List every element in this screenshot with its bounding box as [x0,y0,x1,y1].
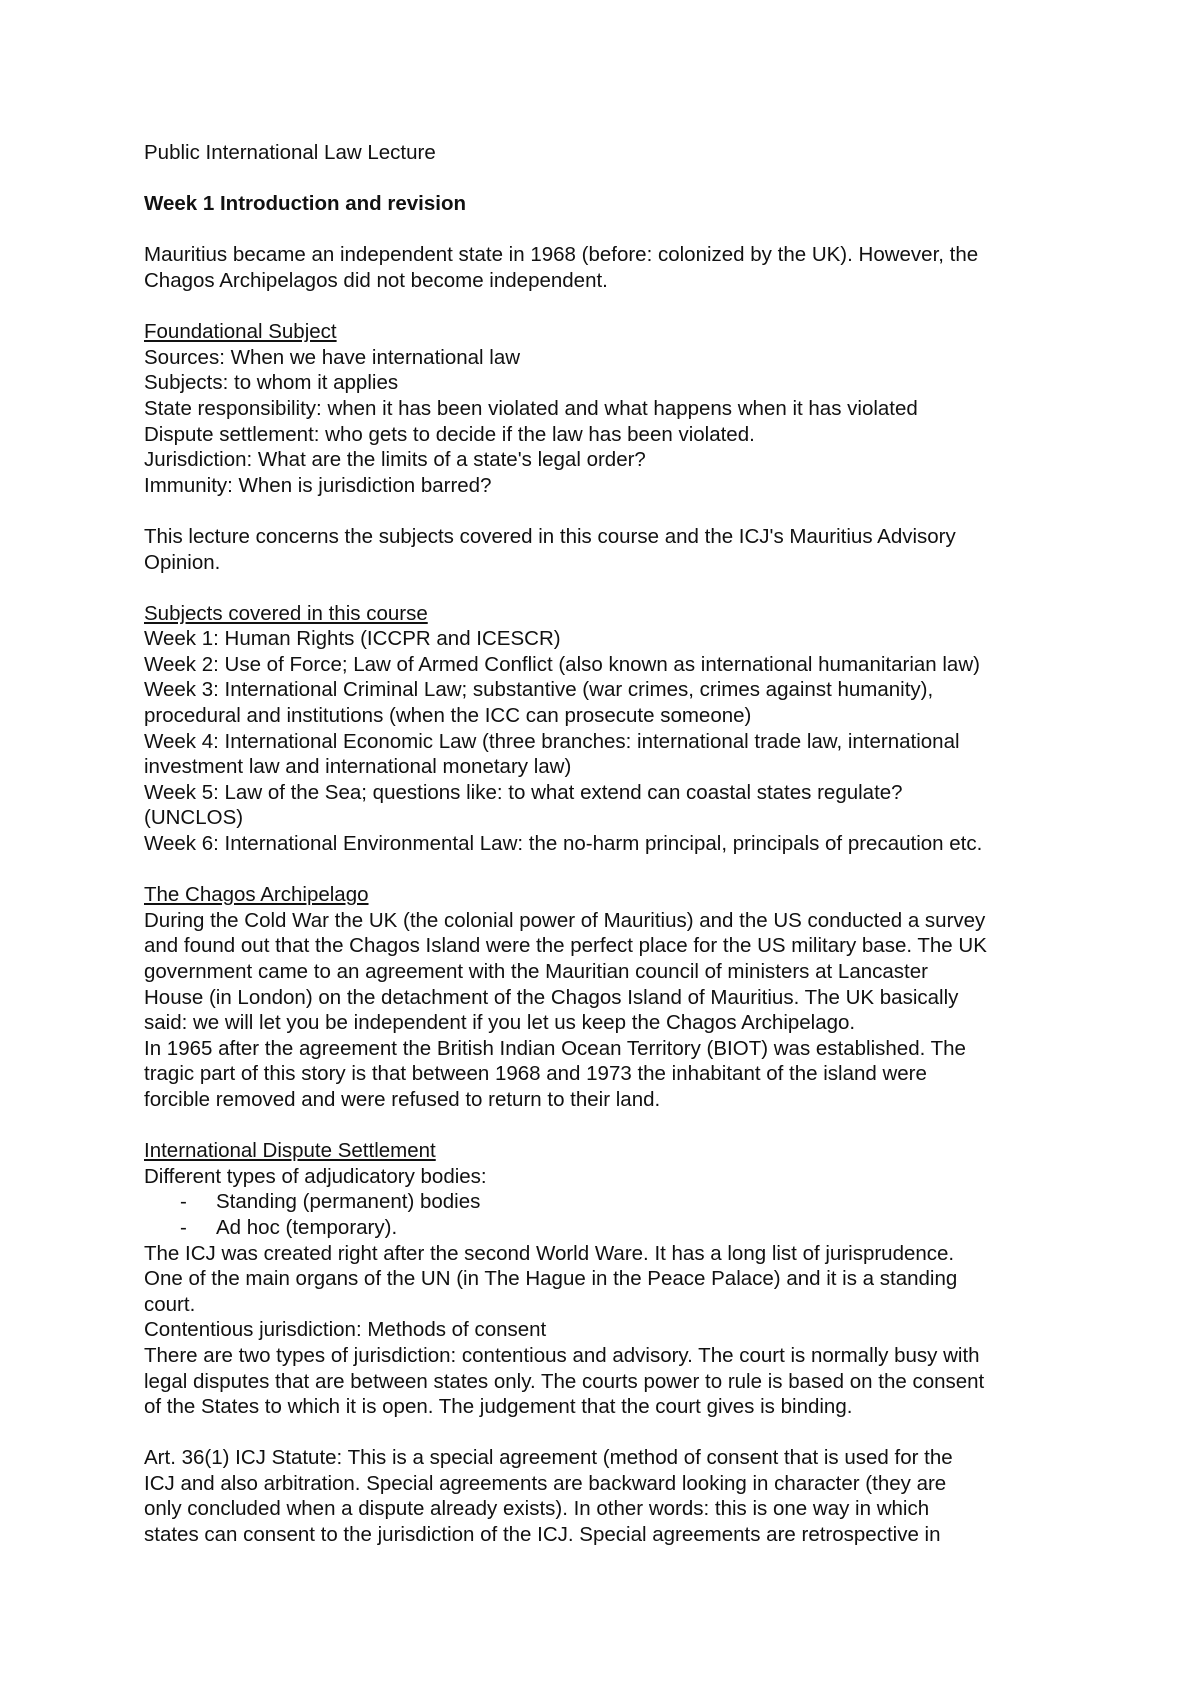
bullet-text: Ad hoc (temporary). [216,1215,398,1239]
foundational-line: Immunity: When is jurisdiction barred? [144,473,492,497]
section-heading-chagos: The Chagos Archipelago [144,883,369,907]
dispute-intro-line: Different types of adjudicatory bodies: [144,1164,487,1188]
spacer [144,217,1064,243]
dispute-line: The ICJ was created right after the second World Ware. It has a long list of jurisprudence. [144,1241,955,1265]
chagos-line: said: we will let you be independent if you let us keep the Chagos Archipelago. [144,1011,856,1035]
dispute-line: Contentious jurisdiction: Methods of consent [144,1318,547,1342]
chagos-line: In 1965 after the agreement the British Indian Ocean Territory (BIOT) was established. The [144,1036,966,1060]
week-heading: Week 1 Introduction and revision [144,192,466,216]
bullet-marker: - [180,1190,187,1214]
chagos-line: House (in London) on the detachment of the Chagos Island of Mauritius. The UK basically [144,985,959,1009]
spacer [144,1420,1064,1446]
chagos-line: government came to an agreement with the Mauritian council of ministers at Lancaster [144,960,928,983]
foundational-line: Jurisdiction: What are the limits of a state's legal order? [144,448,646,472]
chagos-line: During the Cold War the UK (the colonial power of Mauritius) and the US conducted a survey [144,908,986,932]
spacer [144,575,1064,601]
subjects-line: (UNCLOS) [144,806,244,830]
bullet-item [144,1189,1064,1215]
section-heading-dispute: International Dispute Settlement [144,1139,436,1163]
spacer [144,294,1064,320]
art36-line: ICJ and also arbitration. Special agreements are backward looking in character (they are [144,1471,947,1495]
lecture-concerns-line: Opinion. [144,550,221,574]
foundational-line: Dispute settlement: who gets to decide if the law has been violated. [144,422,755,446]
spacer [144,1113,1064,1139]
spacer [144,498,1064,524]
dispute-line: court. [144,1292,196,1316]
document-body [144,140,1064,1548]
subjects-line: Week 6: International Environmental Law: the no-harm principal, principals of precaution etc. [144,832,983,856]
dispute-line: of the States to which it is open. The judgement that the court gives is binding. [144,1395,853,1419]
subjects-line: Week 3: International Criminal Law; substantive (war crimes, crimes against humanity), [144,678,934,702]
subjects-line: Week 5: Law of the Sea; questions like: to what extend can coastal states regulate? [144,780,903,804]
foundational-line: Subjects: to whom it applies [144,371,399,395]
bullet-item [144,1215,1064,1241]
chagos-line: forcible removed and were refused to return to their land. [144,1087,661,1111]
art36-line: states can consent to the jurisdiction of the ICJ. Special agreements are retrospective in [144,1523,941,1547]
dispute-line: One of the main organs of the UN (in The Hague in the Peace Palace) and it is a standing [144,1267,958,1291]
lecture-concerns-line: This lecture concerns the subjects covered in this course and the ICJ's Mauritius Advisory [144,524,956,548]
document-title: Public International Law Lecture [144,141,436,164]
dispute-line: legal disputes that are between states only. The courts power to rule is based on the consent [144,1369,985,1393]
intro-line: Mauritius became an independent state in 1968 (before: colonized by the UK). However, the [144,243,979,267]
foundational-line: Sources: When we have international law [144,345,521,369]
subjects-line: Week 2: Use of Force; Law of Armed Conflict (also known as international humanitarian law) [144,652,980,676]
spacer [144,166,1064,192]
art36-line: only concluded when a dispute already exists). In other words: this is one way in which [144,1497,930,1521]
section-heading-foundational: Foundational Subject [144,320,337,344]
spacer [144,857,1064,883]
subjects-line: investment law and international monetary law) [144,755,572,779]
subjects-line: Week 4: International Economic Law (three branches: international trade law, international [144,729,960,753]
chagos-line: and found out that the Chagos Island were the perfect place for the US military base. The UK [144,934,987,958]
bullet-text: Standing (permanent) bodies [216,1190,481,1214]
section-heading-subjects: Subjects covered in this course [144,601,428,625]
bullet-marker: - [180,1215,187,1239]
subjects-line: Week 1: Human Rights (ICCPR and ICESCR) [144,627,561,651]
chagos-line: tragic part of this story is that between 1968 and 1973 the inhabitant of the island were [144,1062,927,1086]
intro-line: Chagos Archipelagos did not become independent. [144,268,608,292]
art36-line: Art. 36(1) ICJ Statute: This is a special agreement (method of consent that is used for the [144,1446,953,1470]
foundational-line: State responsibility: when it has been violated and what happens when it has violated [144,396,918,420]
dispute-line: There are two types of jurisdiction: contentious and advisory. The court is normally busy with [144,1343,980,1367]
subjects-line: procedural and institutions (when the ICC can prosecute someone) [144,704,752,728]
